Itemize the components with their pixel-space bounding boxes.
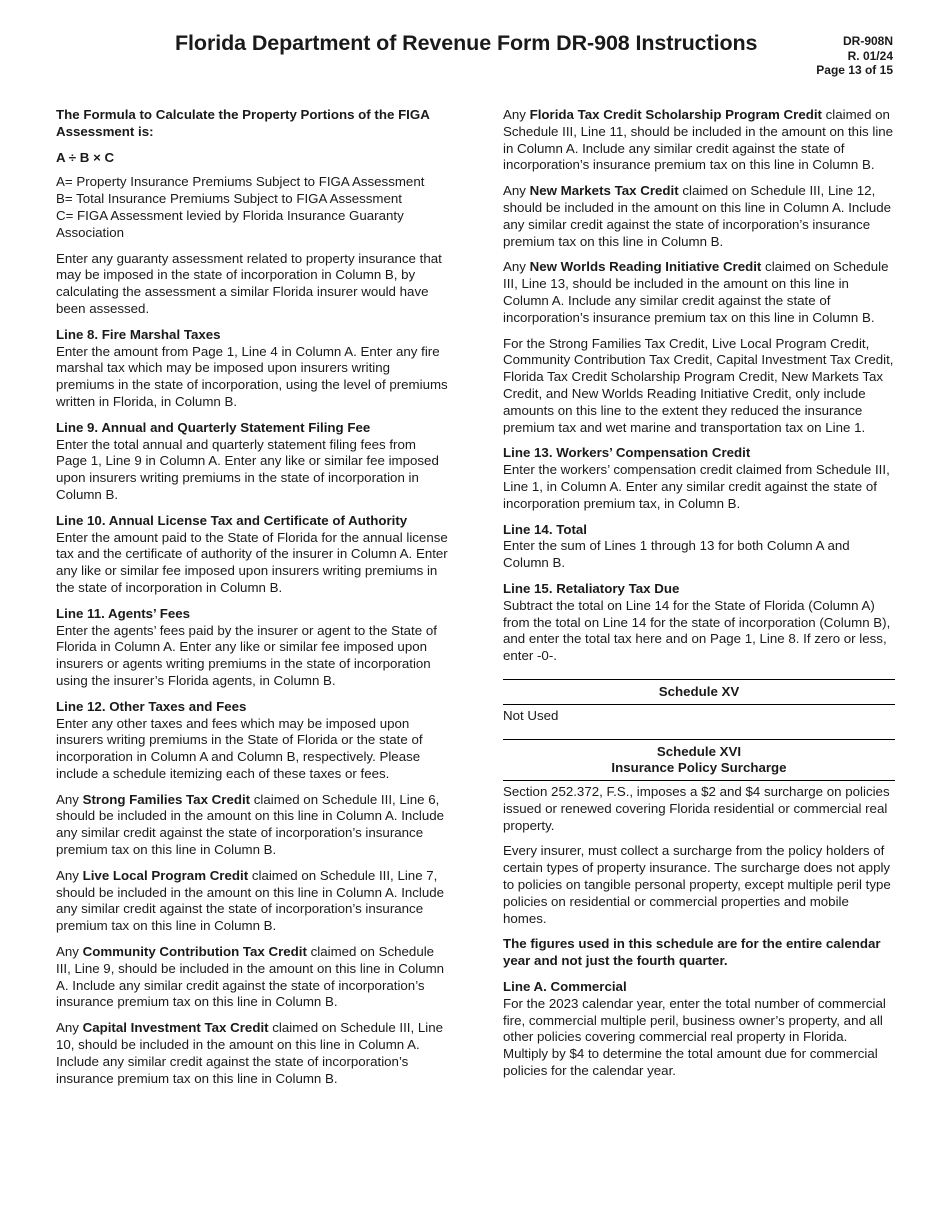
schedule-xv-heading: Schedule XV — [503, 679, 895, 705]
line13-body: Enter the workers’ compensation credit claimed from Schedule III, Line 1, in Column A. Enter any similar credit against the state of incorporation premium tax, in Column B. — [503, 462, 890, 511]
line10-section — [56, 513, 450, 597]
left-column — [56, 107, 450, 1096]
line15-section — [503, 581, 895, 665]
nw-post: claimed on Schedule III, Line 13, should be included in the amount on this line in Column A. Include any similar credit against the state of incorporation’s insurance premium tax on this line in Column B. — [503, 259, 889, 325]
nw-pre: Any — [503, 259, 530, 275]
nm-post: claimed on Schedule III, Line 12, should be included in the amount on this line in Column A. Include any similar credit against the state of incorporation’s insurance premium tax on this line in Column B. — [503, 183, 892, 249]
sf-pre: Any — [56, 791, 83, 807]
line13-heading: Line 13. Workers’ Compensation Credit — [503, 445, 751, 461]
nw-credit-name: New Worlds Reading Initiative Credit — [529, 259, 762, 275]
community-contribution-paragraph — [56, 944, 450, 1011]
schedule-xvi-heading — [503, 739, 895, 782]
formula-heading: The Formula to Calculate the Property Portions of the FIGA Assessment is: — [56, 107, 430, 139]
line9-heading: Line 9. Annual and Quarterly Statement Filing Fee — [56, 419, 371, 435]
schedule-xvi-para2: Every insurer, must collect a surcharge from the policy holders of certain types of property insurance. The surcharge does not apply to policies on tangible personal property, except multiple peril type policies on residential or commercial properties and mobile homes. — [503, 843, 891, 926]
ll-credit-name: Live Local Program Credit — [82, 867, 249, 883]
nm-pre: Any — [503, 183, 530, 199]
sf-credit-name: Strong Families Tax Credit — [82, 791, 251, 807]
formula-definitions — [56, 174, 450, 241]
schedule-xv-body: Not Used — [503, 707, 559, 723]
line8-heading: Line 8. Fire Marshal Taxes — [56, 326, 221, 342]
ci-credit-name: Capital Investment Tax Credit — [82, 1020, 269, 1036]
line14-section — [503, 522, 895, 572]
page-title: Florida Department of Revenue Form DR-908 Instructions — [175, 31, 758, 55]
form-number: DR-908N — [842, 34, 893, 48]
schedule-xvi-para1: Section 252.372, F.S., imposes a $2 and $4 surcharge on policies issued or renewed covering Florida residential or commercial real property. — [503, 784, 890, 833]
line10-body: Enter the amount paid to the State of Florida for the annual license tax and the certificate of authority of the insurer in Column A. Enter any like or similar fee imposed upon insurers writing premiums in the state of incorporation in Column B. — [56, 529, 448, 595]
line9-body: Enter the total annual and quarterly statement filing fees from Page 1, Line 9 in Column A. Enter any like or similar fee imposed upon insurers writing premiums in the state of incorporation in Column B. — [56, 436, 439, 502]
live-local-paragraph — [56, 868, 450, 935]
ll-post: claimed on Schedule III, Line 7, should be included in the amount on this line in Column A. Include any similar credit against the state of incorporation’s insurance premium tax on this line in Column B. — [56, 867, 445, 934]
line12-heading: Line 12. Other Taxes and Fees — [56, 698, 247, 714]
scholarship-paragraph — [503, 107, 895, 174]
lineA-heading: Line A. Commercial — [503, 979, 627, 995]
line12-section — [56, 699, 450, 783]
ci-post: claimed on Schedule III, Line 10, should be included in the amount on this line in Column A. Include any similar credit against the state of incorporation’s insurance premium tax on this line in Column B. — [56, 1020, 444, 1086]
line11-heading: Line 11. Agents’ Fees — [56, 605, 191, 621]
line13-section — [503, 445, 895, 512]
line11-section — [56, 606, 450, 690]
line15-body: Subtract the total on Line 14 for the State of Florida (Column A) from the total on Line 14 for the state of incorporation (Column B), and enter the total tax here and on Page 1, Line 8. If zero or less, enter -0-. — [503, 597, 891, 664]
def-c: C= FIGA Assessment levied by Florida Insurance Guaranty Association — [56, 207, 404, 240]
fs-credit-name: Florida Tax Credit Scholarship Program Credit — [529, 107, 822, 122]
schedule-xvi-subtitle: Insurance Policy Surcharge — [611, 760, 787, 776]
ci-pre: Any — [56, 1020, 83, 1036]
line10-heading: Line 10. Annual License Tax and Certificate of Authority — [56, 512, 408, 528]
new-markets-paragraph — [503, 183, 895, 250]
line11-body: Enter the agents’ fees paid by the insurer or agent to the State of Florida in Column A. Enter any like or similar fee imposed upon insurers or agents writing premiums in the state of incorporation using the insurer’s Florida agents, in Column B. — [56, 622, 437, 688]
line8-body: Enter the amount from Page 1, Line 4 in Column A. Enter any fire marshal tax which may be imposed upon insurers writing premiums in the state of incorporation, using the level of premiums written in Florida, in Column B. — [56, 343, 448, 409]
form-meta — [816, 34, 893, 78]
cc-credit-name: Community Contribution Tax Credit — [82, 944, 307, 960]
guaranty-paragraph: Enter any guaranty assessment related to property insurance that may be imposed in the state of incorporation in Column B, by calculating the assessment a similar Florida insurer would have been assessed. — [56, 250, 442, 316]
schedule-xvi-title: Schedule XVI — [656, 743, 742, 759]
def-b: B= Total Insurance Premiums Subject to FIGA Assessment — [56, 191, 402, 207]
fs-post: claimed on Schedule III, Line 11, should be included in the amount on this line in Column A. Include any similar credit against the state of incorporation’s insurance premium tax on this line in Column B. — [503, 107, 894, 173]
right-column — [503, 107, 895, 1089]
def-a: A= Property Insurance Premiums Subject to FIGA Assessment — [56, 174, 425, 190]
capital-investment-paragraph — [56, 1020, 450, 1087]
line15-heading: Line 15. Retaliatory Tax Due — [503, 580, 680, 596]
line12-body: Enter any other taxes and fees which may be imposed upon insurers writing premiums in the State of Florida or the state of incorporation in Column A and Column B, respectively. Please include a schedule itemizing each of these taxes or fees. — [56, 715, 423, 781]
page-number: Page 13 of 15 — [816, 63, 893, 77]
cc-post: claimed on Schedule III, Line 9, should be included in the amount on this line in Column A. Include any similar credit against the state of incorporation’s insurance premium tax on this line in Column B. — [56, 944, 445, 1010]
cc-pre: Any — [56, 944, 83, 960]
sf-post: claimed on Schedule III, Line 6, should be included in the amount on this line in Column A. Include any similar credit against the state of incorporation’s insurance premium tax on this line in Column B. — [56, 791, 445, 858]
line14-heading: Line 14. Total — [503, 521, 587, 537]
schedule-xvi-note: The figures used in this schedule are for the entire calendar year and not just the fourth quarter. — [503, 936, 881, 969]
form-revision: R. 01/24 — [847, 48, 893, 63]
credits-summary-paragraph: For the Strong Families Tax Credit, Live Local Program Credit, Community Contribution Tax Credit, Capital Investment Tax Credit, Florida Tax Credit Scholarship Program Credit, New Markets Tax Credit, and New Worlds Reading Initiative Credit, only include amounts on this line to the extent they reduced the insurance premium tax and wet marine and transportation tax on Line 1. — [503, 335, 894, 435]
lineA-body: For the 2023 calendar year, enter the total number of commercial fire, commercial multiple peril, business owner’s property, and all other policies covering commercial real property in Florida. Multiply by $4 to determine the total amount due for commercial policies for the calendar year. — [503, 995, 886, 1079]
nm-credit-name: New Markets Tax Credit — [529, 183, 679, 199]
line9-section — [56, 420, 450, 504]
line8-section — [56, 327, 450, 411]
ll-pre: Any — [56, 867, 83, 883]
new-worlds-paragraph — [503, 259, 895, 326]
lineA-section — [503, 979, 895, 1080]
formula: A ÷ B × C — [56, 149, 115, 165]
strong-families-paragraph — [56, 792, 450, 859]
line14-body: Enter the sum of Lines 1 through 13 for both Column A and Column B. — [503, 538, 850, 571]
fs-pre: Any — [503, 107, 530, 122]
